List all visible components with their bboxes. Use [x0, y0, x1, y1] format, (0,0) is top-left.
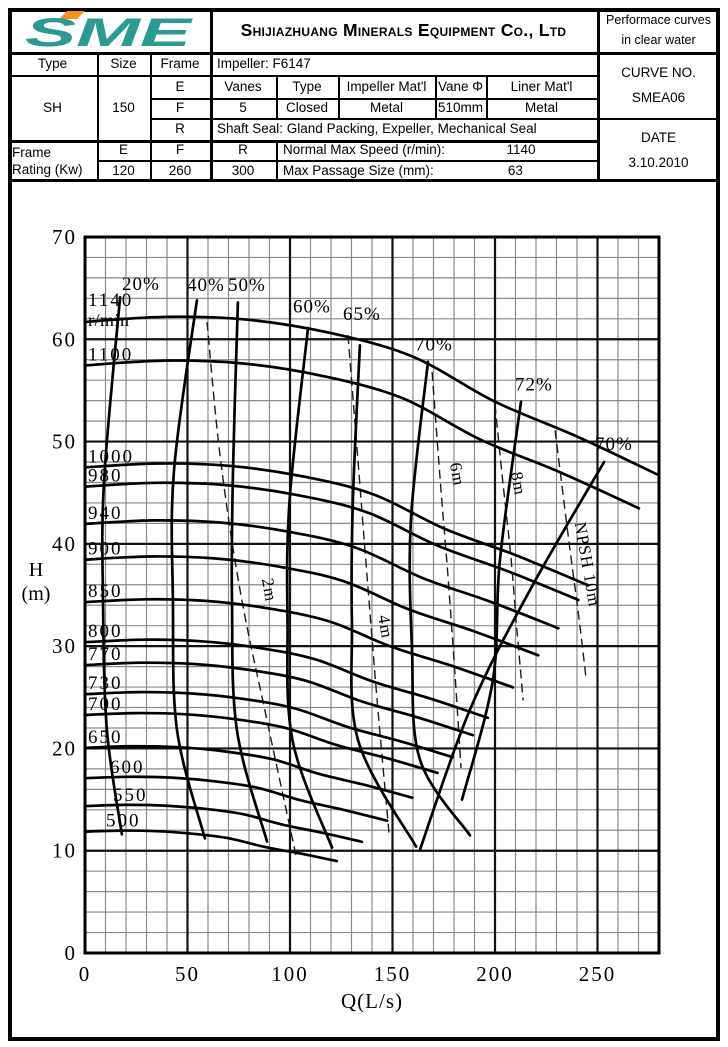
svg-text:770: 770 — [88, 644, 123, 666]
svg-text:50%: 50% — [228, 275, 266, 297]
svg-text:730: 730 — [88, 673, 123, 695]
svg-text:20: 20 — [52, 736, 77, 761]
svg-text:70%: 70% — [594, 433, 633, 455]
vane-phi-value: 510mm — [437, 100, 483, 116]
vanes-label: Vanes — [224, 78, 262, 94]
svg-text:60: 60 — [52, 327, 77, 352]
header-table — [8, 8, 720, 182]
svg-text:70: 70 — [52, 224, 77, 249]
svg-text:800: 800 — [88, 621, 123, 643]
svg-text:600: 600 — [110, 757, 145, 779]
frame-r: R — [175, 121, 185, 137]
svg-text:10: 10 — [52, 838, 77, 863]
max-passage-cell — [276, 160, 597, 182]
svg-text:0: 0 — [78, 962, 92, 986]
impeller-cell: Impeller: F6147 — [217, 55, 311, 71]
svg-text:8m: 8m — [507, 470, 530, 497]
vanes-value: 5 — [239, 100, 247, 116]
svg-text:6m: 6m — [445, 461, 469, 488]
frame-e: E — [175, 78, 185, 94]
svg-text:H: H — [28, 559, 44, 581]
svg-text:1100: 1100 — [88, 344, 134, 366]
note-line2: in clear water — [621, 32, 696, 47]
curve-no-cell — [597, 52, 720, 118]
svg-text:50: 50 — [175, 962, 200, 986]
svg-text:150: 150 — [373, 962, 412, 986]
svg-text:50: 50 — [52, 429, 77, 454]
impeller-matl-value: Metal — [369, 100, 403, 116]
rating-r-value: 300 — [231, 163, 255, 179]
liner-matl-value: Metal — [524, 100, 558, 116]
date-label: DATE — [640, 129, 676, 145]
svg-text:650: 650 — [88, 726, 123, 748]
svg-text:2m: 2m — [257, 576, 281, 604]
svg-text:0: 0 — [64, 941, 77, 965]
svg-text:72%: 72% — [515, 374, 553, 396]
svg-text:500: 500 — [106, 810, 141, 832]
svg-text:40%: 40% — [187, 275, 225, 297]
curve-no-label: CURVE NO. — [621, 64, 696, 80]
svg-text:1000: 1000 — [88, 446, 134, 468]
rating-f: F — [175, 142, 185, 158]
normal-max-speed-value: 1140 — [506, 142, 536, 158]
shaft-seal-cell: Shaft Seal: Gland Packing, Expeller, Mechanical Seal — [217, 121, 537, 137]
impeller-matl-label: Impeller Mat'l — [346, 78, 427, 94]
company-name: Shijiazhuang Minerals Equipment Co., Ltd — [240, 19, 567, 40]
frame-f: F — [175, 100, 185, 116]
svg-text:20%: 20% — [122, 274, 160, 296]
normal-max-speed-cell — [276, 140, 597, 160]
svg-text:60%: 60% — [293, 296, 331, 318]
col-frame-label: Frame — [160, 55, 200, 71]
svg-text:1140: 1140 — [88, 289, 134, 311]
svg-text:940: 940 — [88, 502, 123, 524]
svg-text:900: 900 — [88, 538, 123, 560]
svg-text:70%: 70% — [414, 334, 453, 356]
svg-text:100: 100 — [271, 962, 309, 986]
date-value: 3.10.2010 — [628, 154, 689, 170]
svg-text:30: 30 — [52, 634, 77, 659]
svg-text:r/min: r/min — [88, 309, 130, 330]
rating-r: R — [238, 142, 248, 158]
max-passage-value: 63 — [507, 163, 523, 179]
col-size-label: Size — [110, 55, 137, 71]
svg-text:Q(L/s): Q(L/s) — [341, 989, 403, 1013]
curve-no-value: SMEA06 — [631, 89, 686, 105]
vane-phi-label: Vane Φ — [437, 78, 484, 94]
max-passage-label: Max Passage Size (mm): — [283, 163, 434, 179]
size-value: 150 — [112, 99, 135, 115]
svg-text:250: 250 — [578, 962, 617, 986]
note-line1: Performace curves — [606, 13, 711, 28]
rating-e-value: 120 — [112, 163, 135, 179]
rating-f-value: 260 — [168, 163, 192, 179]
normal-max-speed-label: Normal Max Speed (r/min): — [283, 142, 446, 158]
rating-e: E — [118, 142, 128, 158]
type2-value: Closed — [285, 100, 329, 116]
logo-text: SME — [25, 11, 194, 50]
frame-rating-cell — [8, 140, 97, 182]
svg-text:200: 200 — [476, 962, 514, 986]
logo-cell — [8, 8, 210, 52]
note-cell — [597, 8, 720, 52]
svg-text:850: 850 — [88, 581, 123, 603]
liner-matl-label: Liner Mat'l — [510, 78, 573, 94]
col-type-label: Type — [37, 55, 68, 71]
svg-text:40: 40 — [52, 531, 77, 556]
svg-text:NPSH 10m: NPSH 10m — [570, 520, 605, 609]
svg-text:700: 700 — [88, 694, 123, 716]
svg-text:(m): (m) — [21, 583, 51, 605]
frame-rating-line1: Frame — [12, 144, 52, 160]
svg-text:550: 550 — [113, 785, 148, 807]
type-value: SH — [43, 99, 62, 115]
svg-text:4m: 4m — [373, 613, 397, 641]
frame-rating-line2: Rating (Kw) — [12, 161, 83, 177]
sme-logo — [21, 10, 197, 50]
date-cell — [597, 118, 720, 182]
svg-text:980: 980 — [88, 465, 123, 487]
svg-text:65%: 65% — [343, 303, 381, 325]
type2-label: Type — [292, 78, 322, 94]
